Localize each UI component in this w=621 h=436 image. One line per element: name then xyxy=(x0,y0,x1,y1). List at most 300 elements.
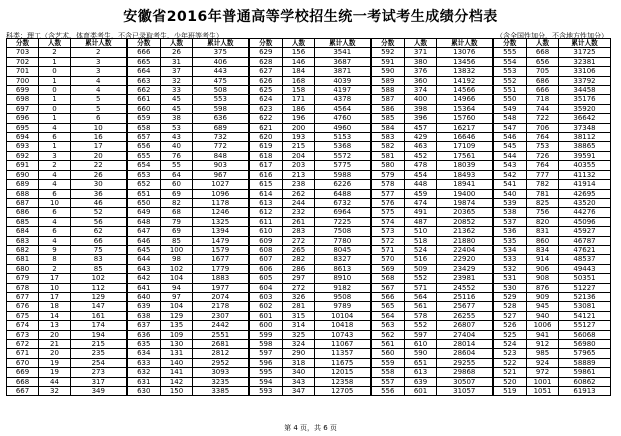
cumulative-cell: 27404 xyxy=(437,330,493,339)
score-cell: 668 xyxy=(7,377,39,386)
score-cell: 596 xyxy=(249,358,283,367)
score-cell: 543 xyxy=(493,161,527,170)
cumulative-cell: 61913 xyxy=(559,387,611,396)
cumulative-cell: 17109 xyxy=(437,142,493,151)
count-cell: 6 xyxy=(39,189,71,198)
cumulative-cell: 21880 xyxy=(437,236,493,245)
score-cell: 653 xyxy=(127,170,161,179)
score-cell: 695 xyxy=(7,123,39,132)
score-cell: 673 xyxy=(7,330,39,339)
cumulative-cell: 46787 xyxy=(559,236,611,245)
table-row xyxy=(7,368,611,377)
cumulative-cell: 1977 xyxy=(193,283,249,292)
count-cell: 37 xyxy=(161,67,193,76)
cumulative-cell: 5572 xyxy=(315,151,371,160)
count-cell: 168 xyxy=(283,76,315,85)
score-cell: 699 xyxy=(7,86,39,95)
count-cell: 40 xyxy=(161,142,193,151)
score-cell: 541 xyxy=(493,180,527,189)
cumulative-cell: 9789 xyxy=(315,302,371,311)
cumulative-cell: 35920 xyxy=(559,104,611,113)
count-cell: 2 xyxy=(39,264,71,273)
count-cell: 232 xyxy=(283,208,315,217)
cumulative-cell: 24552 xyxy=(437,283,493,292)
score-cell: 540 xyxy=(493,189,527,198)
header-count: 人数 xyxy=(527,39,559,48)
cumulative-cell: 83 xyxy=(71,255,127,264)
cumulative-cell: 174 xyxy=(71,321,127,330)
cumulative-cell: 26255 xyxy=(437,311,493,320)
count-cell: 457 xyxy=(405,123,437,132)
count-cell: 68 xyxy=(161,208,193,217)
cumulative-cell: 51227 xyxy=(559,283,611,292)
count-cell: 656 xyxy=(527,57,559,66)
score-cell: 553 xyxy=(493,67,527,76)
count-cell: 109 xyxy=(161,330,193,339)
count-cell: 651 xyxy=(405,358,437,367)
score-cell: 682 xyxy=(7,245,39,254)
count-cell: 561 xyxy=(405,302,437,311)
cumulative-cell: 16646 xyxy=(437,133,493,142)
cumulative-cell: 45927 xyxy=(559,227,611,236)
score-cell: 641 xyxy=(127,283,161,292)
cumulative-cell: 23429 xyxy=(437,264,493,273)
count-cell: 129 xyxy=(161,311,193,320)
count-cell: 666 xyxy=(527,86,559,95)
score-cell: 592 xyxy=(371,48,405,57)
score-cell: 530 xyxy=(493,283,527,292)
score-cell: 618 xyxy=(249,151,283,160)
cumulative-cell: 2 xyxy=(71,48,127,57)
cumulative-cell: 6964 xyxy=(315,208,371,217)
cumulative-cell: 56 xyxy=(71,217,127,226)
cumulative-cell: 349 xyxy=(71,387,127,396)
cumulative-cell: 732 xyxy=(193,133,249,142)
score-cell: 631 xyxy=(127,377,161,386)
score-cell: 626 xyxy=(249,76,283,85)
count-cell: 343 xyxy=(283,377,315,386)
cumulative-cell: 8327 xyxy=(315,255,371,264)
cumulative-cell: 215 xyxy=(71,340,127,349)
cumulative-cell: 10104 xyxy=(315,311,371,320)
score-cell: 520 xyxy=(493,377,527,386)
score-cell: 664 xyxy=(127,67,161,76)
cumulative-cell: 5988 xyxy=(315,170,371,179)
count-cell: 914 xyxy=(527,255,559,264)
count-cell: 141 xyxy=(161,368,193,377)
count-cell: 4 xyxy=(39,217,71,226)
count-cell: 19 xyxy=(39,358,71,367)
count-cell: 396 xyxy=(405,114,437,123)
cumulative-cell: 7225 xyxy=(315,217,371,226)
count-cell: 171 xyxy=(283,95,315,104)
count-cell: 283 xyxy=(283,227,315,236)
score-cell: 614 xyxy=(249,189,283,198)
cumulative-cell: 19874 xyxy=(437,198,493,207)
cumulative-cell: 11357 xyxy=(315,349,371,358)
cumulative-cell: 12358 xyxy=(315,377,371,386)
cumulative-cell: 13456 xyxy=(437,57,493,66)
cumulative-cell: 62 xyxy=(71,227,127,236)
cumulative-cell: 1779 xyxy=(193,264,249,273)
header-cumulative: 累计人数 xyxy=(315,39,371,48)
count-cell: 26 xyxy=(161,48,193,57)
count-cell: 706 xyxy=(527,123,559,132)
header-score: 分数 xyxy=(493,39,527,48)
cumulative-cell: 52 xyxy=(71,208,127,217)
count-cell: 261 xyxy=(283,217,315,226)
count-cell: 290 xyxy=(283,349,315,358)
score-cell: 585 xyxy=(371,114,405,123)
cumulative-cell: 50351 xyxy=(559,274,611,283)
count-cell: 4 xyxy=(39,180,71,189)
table-row xyxy=(7,311,611,320)
score-cell: 666 xyxy=(127,48,161,57)
cumulative-cell: 2074 xyxy=(193,292,249,301)
score-cell: 689 xyxy=(7,180,39,189)
table-row xyxy=(7,283,611,292)
score-cell: 566 xyxy=(371,292,405,301)
score-cell: 522 xyxy=(493,358,527,367)
count-cell: 272 xyxy=(283,236,315,245)
count-cell: 314 xyxy=(283,321,315,330)
count-cell: 318 xyxy=(283,358,315,367)
score-cell: 647 xyxy=(127,227,161,236)
count-cell: 55 xyxy=(161,161,193,170)
score-cell: 676 xyxy=(7,302,39,311)
cumulative-cell: 2178 xyxy=(193,302,249,311)
score-cell: 529 xyxy=(493,292,527,301)
score-cell: 580 xyxy=(371,161,405,170)
score-cell: 657 xyxy=(127,133,161,142)
cumulative-cell: 112 xyxy=(71,283,127,292)
count-cell: 193 xyxy=(283,133,315,142)
count-cell: 1006 xyxy=(527,321,559,330)
count-cell: 1 xyxy=(39,114,71,123)
score-cell: 703 xyxy=(7,48,39,57)
count-cell: 753 xyxy=(527,142,559,151)
table-row xyxy=(7,208,611,217)
count-cell: 94 xyxy=(161,283,193,292)
score-cell: 615 xyxy=(249,180,283,189)
cumulative-cell: 44276 xyxy=(559,208,611,217)
count-cell: 876 xyxy=(527,283,559,292)
score-cell: 677 xyxy=(7,292,39,301)
cumulative-cell: 3 xyxy=(71,57,127,66)
table-row xyxy=(7,114,611,123)
cumulative-cell: 10418 xyxy=(315,321,371,330)
score-cell: 571 xyxy=(371,245,405,254)
count-cell: 140 xyxy=(161,358,193,367)
cumulative-cell: 22404 xyxy=(437,245,493,254)
count-cell: 53 xyxy=(161,123,193,132)
count-cell: 282 xyxy=(283,255,315,264)
score-cell: 593 xyxy=(249,387,283,396)
score-cell: 521 xyxy=(493,368,527,377)
count-cell: 204 xyxy=(283,151,315,160)
count-cell: 601 xyxy=(405,387,437,396)
count-cell: 782 xyxy=(527,180,559,189)
cumulative-cell: 20852 xyxy=(437,217,493,226)
count-cell: 552 xyxy=(405,321,437,330)
count-cell: 0 xyxy=(39,86,71,95)
count-cell: 2 xyxy=(39,161,71,170)
score-cell: 574 xyxy=(371,217,405,226)
count-cell: 347 xyxy=(283,387,315,396)
score-cell: 642 xyxy=(127,274,161,283)
count-cell: 2 xyxy=(39,48,71,57)
count-cell: 940 xyxy=(527,311,559,320)
score-cell: 619 xyxy=(249,142,283,151)
score-cell: 680 xyxy=(7,264,39,273)
count-cell: 315 xyxy=(283,311,315,320)
count-cell: 131 xyxy=(161,349,193,358)
count-cell: 578 xyxy=(405,311,437,320)
header-count: 人数 xyxy=(283,39,315,48)
score-cell: 567 xyxy=(371,283,405,292)
score-cell: 558 xyxy=(371,368,405,377)
header-cumulative: 累计人数 xyxy=(437,39,493,48)
table-row xyxy=(7,255,611,264)
cumulative-cell: 28014 xyxy=(437,340,493,349)
cumulative-cell: 23981 xyxy=(437,274,493,283)
score-cell: 606 xyxy=(249,264,283,273)
score-cell: 576 xyxy=(371,198,405,207)
cumulative-cell: 4039 xyxy=(315,76,371,85)
count-cell: 777 xyxy=(527,170,559,179)
count-cell: 756 xyxy=(527,208,559,217)
cumulative-cell: 20 xyxy=(71,151,127,160)
count-cell: 244 xyxy=(283,198,315,207)
score-cell: 667 xyxy=(7,387,39,396)
score-cell: 538 xyxy=(493,208,527,217)
table-row xyxy=(7,189,611,198)
count-cell: 238 xyxy=(283,180,315,189)
score-cell: 527 xyxy=(493,311,527,320)
cumulative-cell: 12705 xyxy=(315,387,371,396)
cumulative-cell: 4564 xyxy=(315,104,371,113)
count-cell: 1 xyxy=(39,142,71,151)
count-cell: 0 xyxy=(39,67,71,76)
score-cell: 633 xyxy=(127,358,161,367)
count-cell: 1051 xyxy=(527,387,559,396)
cumulative-cell: 6488 xyxy=(315,189,371,198)
score-cell: 609 xyxy=(249,236,283,245)
bonus-note: （含全国性加分，不含地方性加分） xyxy=(496,32,608,40)
cumulative-cell: 4 xyxy=(71,76,127,85)
count-cell: 324 xyxy=(283,340,315,349)
count-cell: 184 xyxy=(283,67,315,76)
count-cell: 13 xyxy=(39,321,71,330)
count-cell: 69 xyxy=(161,189,193,198)
count-cell: 686 xyxy=(527,76,559,85)
count-cell: 509 xyxy=(405,264,437,273)
count-cell: 571 xyxy=(405,283,437,292)
count-cell: 44 xyxy=(39,377,71,386)
cumulative-cell: 406 xyxy=(193,57,249,66)
cumulative-cell: 1677 xyxy=(193,255,249,264)
cumulative-cell: 12015 xyxy=(315,368,371,377)
cumulative-cell: 2307 xyxy=(193,311,249,320)
score-cell: 560 xyxy=(371,349,405,358)
cumulative-cell: 46 xyxy=(71,198,127,207)
score-cell: 651 xyxy=(127,189,161,198)
count-cell: 98 xyxy=(161,255,193,264)
cumulative-cell: 33106 xyxy=(559,67,611,76)
table-row xyxy=(7,340,611,349)
cumulative-cell: 42695 xyxy=(559,189,611,198)
cumulative-cell: 598 xyxy=(193,104,249,113)
score-cell: 616 xyxy=(249,170,283,179)
cumulative-cell: 37348 xyxy=(559,123,611,132)
table-row xyxy=(7,330,611,339)
table-row xyxy=(7,133,611,142)
table-row xyxy=(7,302,611,311)
score-cell: 652 xyxy=(127,180,161,189)
score-cell: 696 xyxy=(7,114,39,123)
score-cell: 531 xyxy=(493,274,527,283)
table-row xyxy=(7,48,611,57)
score-cell: 604 xyxy=(249,283,283,292)
count-cell: 272 xyxy=(283,283,315,292)
score-cell: 595 xyxy=(249,368,283,377)
score-cell: 662 xyxy=(127,86,161,95)
score-cell: 594 xyxy=(249,377,283,386)
cumulative-cell: 4760 xyxy=(315,114,371,123)
cumulative-cell: 375 xyxy=(193,48,249,57)
count-cell: 196 xyxy=(283,114,315,123)
score-cell: 552 xyxy=(493,76,527,85)
score-cell: 646 xyxy=(127,236,161,245)
cumulative-cell: 10743 xyxy=(315,330,371,339)
cumulative-cell: 967 xyxy=(193,170,249,179)
score-cell: 536 xyxy=(493,227,527,236)
score-cell: 573 xyxy=(371,227,405,236)
score-cell: 612 xyxy=(249,208,283,217)
header-cumulative: 累计人数 xyxy=(193,39,249,48)
count-cell: 14 xyxy=(39,311,71,320)
score-cell: 671 xyxy=(7,349,39,358)
score-cell: 588 xyxy=(371,86,405,95)
count-cell: 590 xyxy=(405,349,437,358)
score-cell: 636 xyxy=(127,330,161,339)
count-cell: 82 xyxy=(161,198,193,207)
cumulative-cell: 1325 xyxy=(193,217,249,226)
score-table-body xyxy=(7,48,611,396)
score-cell: 544 xyxy=(493,151,527,160)
cumulative-cell: 4378 xyxy=(315,95,371,104)
count-cell: 340 xyxy=(283,368,315,377)
count-cell: 45 xyxy=(161,104,193,113)
count-cell: 20 xyxy=(39,330,71,339)
cumulative-cell: 34458 xyxy=(559,86,611,95)
cumulative-cell: 3093 xyxy=(193,368,249,377)
count-cell: 924 xyxy=(527,358,559,367)
cumulative-cell: 5775 xyxy=(315,161,371,170)
cumulative-cell: 41914 xyxy=(559,180,611,189)
cumulative-cell: 21362 xyxy=(437,227,493,236)
cumulative-cell: 1394 xyxy=(193,227,249,236)
score-cell: 660 xyxy=(127,104,161,113)
table-row xyxy=(7,264,611,273)
count-cell: 156 xyxy=(283,48,315,57)
cumulative-cell: 25116 xyxy=(437,292,493,301)
count-cell: 31 xyxy=(161,57,193,66)
count-cell: 820 xyxy=(527,217,559,226)
header-count: 人数 xyxy=(405,39,437,48)
count-cell: 941 xyxy=(527,330,559,339)
score-cell: 534 xyxy=(493,245,527,254)
score-cell: 627 xyxy=(249,67,283,76)
cumulative-cell: 636 xyxy=(193,114,249,123)
cumulative-cell: 17 xyxy=(71,142,127,151)
count-cell: 9 xyxy=(39,245,71,254)
score-cell: 559 xyxy=(371,358,405,367)
cumulative-cell: 45096 xyxy=(559,217,611,226)
table-row xyxy=(7,151,611,160)
count-cell: 104 xyxy=(161,302,193,311)
count-cell: 281 xyxy=(283,302,315,311)
cumulative-cell: 102 xyxy=(71,274,127,283)
cumulative-cell: 7508 xyxy=(315,227,371,236)
score-cell: 691 xyxy=(7,161,39,170)
table-row xyxy=(7,57,611,66)
score-cell: 610 xyxy=(249,227,283,236)
count-cell: 150 xyxy=(161,387,193,396)
count-cell: 478 xyxy=(405,161,437,170)
cumulative-cell: 41132 xyxy=(559,170,611,179)
score-cell: 597 xyxy=(249,349,283,358)
score-cell: 547 xyxy=(493,123,527,132)
cumulative-cell: 475 xyxy=(193,76,249,85)
cumulative-cell: 38112 xyxy=(559,133,611,142)
score-cell: 638 xyxy=(127,311,161,320)
cumulative-cell: 17561 xyxy=(437,151,493,160)
count-cell: 1 xyxy=(39,95,71,104)
count-cell: 718 xyxy=(527,95,559,104)
score-cell: 690 xyxy=(7,170,39,179)
cumulative-cell: 29255 xyxy=(437,358,493,367)
table-row xyxy=(7,161,611,170)
cumulative-cell: 38865 xyxy=(559,142,611,151)
count-cell: 200 xyxy=(283,123,315,132)
cumulative-cell: 39591 xyxy=(559,151,611,160)
cumulative-cell: 1246 xyxy=(193,208,249,217)
table-row xyxy=(7,198,611,207)
cumulative-cell: 6732 xyxy=(315,198,371,207)
score-cell: 590 xyxy=(371,67,405,76)
score-cell: 632 xyxy=(127,368,161,377)
cumulative-cell: 35176 xyxy=(559,95,611,104)
count-cell: 452 xyxy=(405,151,437,160)
count-cell: 400 xyxy=(405,95,437,104)
cumulative-cell: 2551 xyxy=(193,330,249,339)
table-row xyxy=(7,245,611,254)
count-cell: 510 xyxy=(405,227,437,236)
count-cell: 6 xyxy=(39,208,71,217)
count-cell: 20 xyxy=(39,349,71,358)
cumulative-cell: 30507 xyxy=(437,377,493,386)
header-count: 人数 xyxy=(39,39,71,48)
cumulative-cell: 7780 xyxy=(315,236,371,245)
cumulative-cell: 8045 xyxy=(315,245,371,254)
cumulative-cell: 689 xyxy=(193,123,249,132)
score-cell: 602 xyxy=(249,302,283,311)
cumulative-cell: 5153 xyxy=(315,133,371,142)
cumulative-cell: 8613 xyxy=(315,264,371,273)
count-cell: 374 xyxy=(405,86,437,95)
count-cell: 69 xyxy=(161,227,193,236)
